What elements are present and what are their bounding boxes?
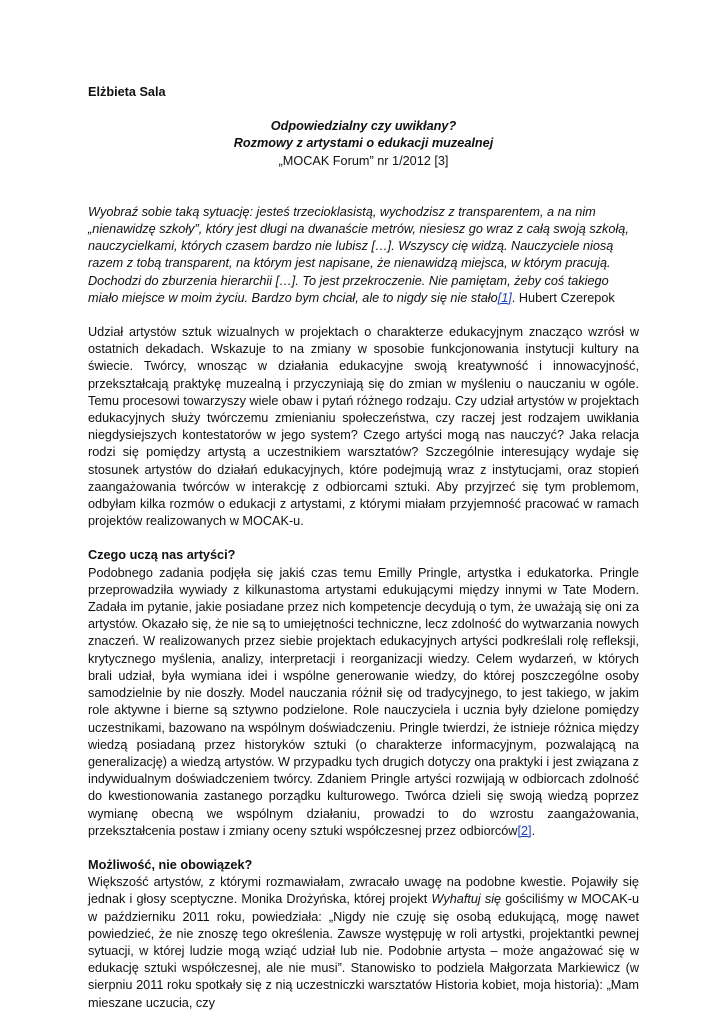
section-1-end: .	[531, 823, 536, 838]
section-heading-1: Czego uczą nas artyści?	[88, 548, 236, 563]
section-1-text: Podobnego zadania podjęła się jakiś czas temu Emilly Pringle, artystka i edukatorka. Pringle przeprowadziła wywiady z kilkunastoma artystami edukującymi między innymi w Tate Modern. Zadała im pytanie, jakie posiadane przez nich kompetencje decydują o tym, że uważają się oni za artystów. Okazało się, że nie są to umiejętności techniczne, lecz zdolność do wytwarzania nowych znaczeń. W realizowanych przez siebie projektach edukacyjnych artyści podkreślali rolę refleksji, krytycznego myślenia, analizy, interpretacji i reorganizacji wiedzy. Celem wydarzeń, w których brali udział, była wymiana idei i wspólne generowanie wiedzy, do której poszczególne osoby samodzielnie by nie doszły. Model nauczania różnił się od tradycyjnego, to jest takiego, w jakim role aktywne i bierne są sztywno podzielone. Role nauczyciela i ucznia były dzielone pomiędzy uczestnikami, bazowano na wspólnym doświadczeniu. Pringle twierdzi, że istnieje różnica między wiedzą posiadaną przez historyków sztuki (o charakterze informacyjnym, pozwalającą na generalizację) a wiedzą artystów. W przypadku tych drugich dotyczy ona praktyki i jest związana z indywidualnym doświadczeniem twórcy. Zdaniem Pringle artyści rozwijają w odbiorcach zdolność do kwestionowania zastanego porządku kulturowego. Twórca dzieli się swoją wiedzą poprzez wymianę obecną we wspólnym działaniu, prowadzi to do wzrostu zaangażowania, przekształcenia postaw i zmiany oceny sztuki współczesnej przez odbiorców	[88, 565, 639, 838]
author-name: Elżbieta Sala	[88, 85, 166, 99]
title-block	[88, 118, 639, 170]
epigraph-quote	[88, 204, 639, 307]
quote-text: Wyobraź sobie taką sytuację: jesteś trzecioklasistą, wychodzisz z transparentem, a na nim „nienawidzę szkoły”, który jest długi na dwanaście metrów, niesiesz go wraz z całą swoją szkołą, nauczycielkami, których czasem bardzo nie lubisz […]. Wszyscy cię widzą. Nauczyciele niosą razem z tobą transparent, na którym jest napisane, że nienawidzą miejsca, w którym pracują. Dochodzi do zburzenia hierarchii […]. To jest przekroczenie. Nie pamiętam, żeby coś takiego miało miejsce w moim życiu. Bardzo bym chciał, ale to nigdy się nie stało	[88, 204, 629, 305]
document-page	[88, 84, 639, 1012]
section-heading-2: Możliwość, nie obowiązek?	[88, 857, 253, 872]
footnote-link-1[interactable]: [1]	[497, 290, 512, 305]
footnote-link-2[interactable]: [2]	[517, 823, 532, 838]
article-subtitle: Rozmowy z artystami o edukacji muzealnej	[233, 136, 494, 151]
section-2-text-after: gościliśmy w MOCAK-u w październiku 2011 roku, powiedziała: „Nigdy nie czuję się osobą edukującą, mogę nawet powiedzieć, że nie znoszę tego określenia. Zawsze występuję w roli artystki, projektantki pewnej sytuacji, w której ludzie mogą wziąć udział lub nie. Podobnie artysta – może angażować się w edukację sztuki współczesnej, ale nie musi”. Stanowisko to podziela Małgorzata Markiewicz (w sierpniu 2011 roku spotkały się z nią uczestniczki warsztatów Historia kobiet, moja historia): „Mam mieszane uczucia, czy	[88, 892, 640, 1010]
project-title: Wyhaftuj się	[431, 892, 502, 907]
quote-attribution: . Hubert Czerepok	[511, 290, 615, 305]
intro-paragraph: Udział artystów sztuk wizualnych w projektach o charakterze edukacyjnym znacząco wzrósł w ostatnich dekadach. Wskazuje to na zmiany w sposobie funkcjonowania instytucji kultury na świecie. Twórcy, wnosząc w działania edukacyjne swoją kreatywność i innowacyjność, przekształcają praktykę muzealną i przyczyniają się do zmian w myśleniu o nauczaniu w ogóle. Temu procesowi towarzyszy wiele obaw i pytań różnego rodzaju. Czy udział artystów w projektach edukacyjnych służy twórczemu zmienianiu społeczeństwa, czy raczej jest rodzajem uwikłania niegdysiejszych kontestatorów w jego system? Czego artyści mogą nas nauczyć? Jaka relacja rodzi się pomiędzy artystą a uczestnikiem warsztatów? Szczególnie interesujący wydaje się stosunek artystów do działań edukacyjnych, które podejmują wraz z instytucjami, oraz stopień zaangażowania twórców w interakcję z odbiorcami sztuki. Aby przyjrzeć się tym problemom, odbyłam kilka rozmów o edukacji z artystami, z którymi miałam przyjemność pracować w ramach projektów realizowanych w MOCAK-u.	[88, 325, 639, 529]
section-2-paragraph	[88, 874, 639, 1012]
article-title: Odpowiedzialny czy uwikłany?	[270, 119, 457, 134]
publication-info: „MOCAK Forum” nr 1/2012 [3]	[278, 153, 449, 168]
section-2-text-before: Większość artystów, z którymi rozmawiałam, zwracało uwagę na podobne kwestie. Pojawiły się jednak i głosy sceptyczne. Monika Drożyńska, której projekt	[88, 875, 639, 907]
section-1-paragraph	[88, 565, 639, 840]
